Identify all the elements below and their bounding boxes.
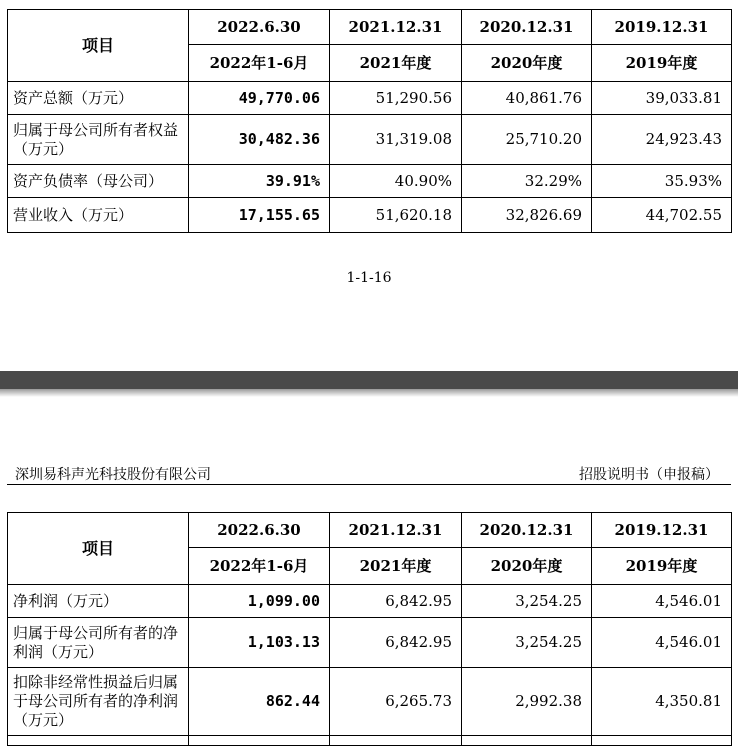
cell-value: 3,254.25 bbox=[462, 618, 592, 668]
cell-value: 39.91% bbox=[189, 165, 330, 198]
cell-value: 17,155.65 bbox=[189, 198, 330, 233]
page-gap-shadow bbox=[0, 389, 738, 397]
cell-value: 40.90% bbox=[330, 165, 462, 198]
header-period: 2021年度 bbox=[330, 45, 462, 82]
header-date: 2021.12.31 bbox=[330, 513, 462, 548]
header-period: 2020年度 bbox=[462, 45, 592, 82]
row-label: 扣除非经常性损益后归属于母公司所有者的净利润（万元） bbox=[8, 668, 189, 736]
table-row bbox=[8, 668, 732, 736]
table-row bbox=[8, 198, 732, 233]
cell-value: 44,702.55 bbox=[592, 198, 732, 233]
cell-value: 51,620.18 bbox=[330, 198, 462, 233]
cell-value: 30,482.36 bbox=[189, 115, 330, 165]
cell-value: 24,923.43 bbox=[592, 115, 732, 165]
header-date: 2019.12.31 bbox=[592, 10, 732, 45]
cell-value: 49,770.06 bbox=[189, 82, 330, 115]
table-row bbox=[8, 82, 732, 115]
row-label: 资产负债率（母公司） bbox=[8, 165, 189, 198]
cell-value: 2,992.38 bbox=[462, 668, 592, 736]
header-period: 2022年1-6月 bbox=[189, 548, 330, 585]
header-period: 2022年1-6月 bbox=[189, 45, 330, 82]
cell-value: 25,710.20 bbox=[462, 115, 592, 165]
cell-value: 862.44 bbox=[189, 668, 330, 736]
header-period: 2021年度 bbox=[330, 548, 462, 585]
row-label: 归属于母公司所有者权益（万元） bbox=[8, 115, 189, 165]
header-rule bbox=[7, 484, 731, 485]
row-label: 营业收入（万元） bbox=[8, 198, 189, 233]
page-gap-divider bbox=[0, 371, 738, 389]
cell-value: 4,350.81 bbox=[592, 668, 732, 736]
table-row bbox=[8, 585, 732, 618]
cell-value: 3,254.25 bbox=[462, 585, 592, 618]
row-label: 归属于母公司所有者的净利润（万元） bbox=[8, 618, 189, 668]
cell-value: 6,842.95 bbox=[330, 585, 462, 618]
header-date: 2019.12.31 bbox=[592, 513, 732, 548]
cell-value: 39,033.81 bbox=[592, 82, 732, 115]
project-header: 项目 bbox=[8, 513, 189, 585]
financial-table-2 bbox=[7, 512, 732, 746]
header-period: 2019年度 bbox=[592, 548, 732, 585]
header-date: 2020.12.31 bbox=[462, 513, 592, 548]
page-number: 1-1-16 bbox=[346, 270, 392, 286]
row-label: 资产总额（万元） bbox=[8, 82, 189, 115]
cell-value: 6,265.73 bbox=[330, 668, 462, 736]
cell-value: 51,290.56 bbox=[330, 82, 462, 115]
cell-value: 1,099.00 bbox=[189, 585, 330, 618]
table-row bbox=[8, 618, 732, 668]
table-row bbox=[8, 115, 732, 165]
header-period: 2020年度 bbox=[462, 548, 592, 585]
header-date: 2020.12.31 bbox=[462, 10, 592, 45]
header-period: 2019年度 bbox=[592, 45, 732, 82]
cell-value: 32,826.69 bbox=[462, 198, 592, 233]
company-name: 深圳易科声光科技股份有限公司 bbox=[15, 467, 211, 483]
cell-value: 31,319.08 bbox=[330, 115, 462, 165]
cell-value: 35.93% bbox=[592, 165, 732, 198]
cell-value: 4,546.01 bbox=[592, 585, 732, 618]
document-title: 招股说明书（申报稿） bbox=[579, 467, 719, 483]
cell-value: 32.29% bbox=[462, 165, 592, 198]
header-date: 2022.6.30 bbox=[189, 513, 330, 548]
cell-value: 1,103.13 bbox=[189, 618, 330, 668]
table-row bbox=[8, 165, 732, 198]
row-label: 净利润（万元） bbox=[8, 585, 189, 618]
header-date: 2021.12.31 bbox=[330, 10, 462, 45]
project-header: 项目 bbox=[8, 10, 189, 82]
header-date: 2022.6.30 bbox=[189, 10, 330, 45]
cell-value: 40,861.76 bbox=[462, 82, 592, 115]
cell-value: 6,842.95 bbox=[330, 618, 462, 668]
financial-table-1 bbox=[7, 9, 732, 233]
cell-value: 4,546.01 bbox=[592, 618, 732, 668]
